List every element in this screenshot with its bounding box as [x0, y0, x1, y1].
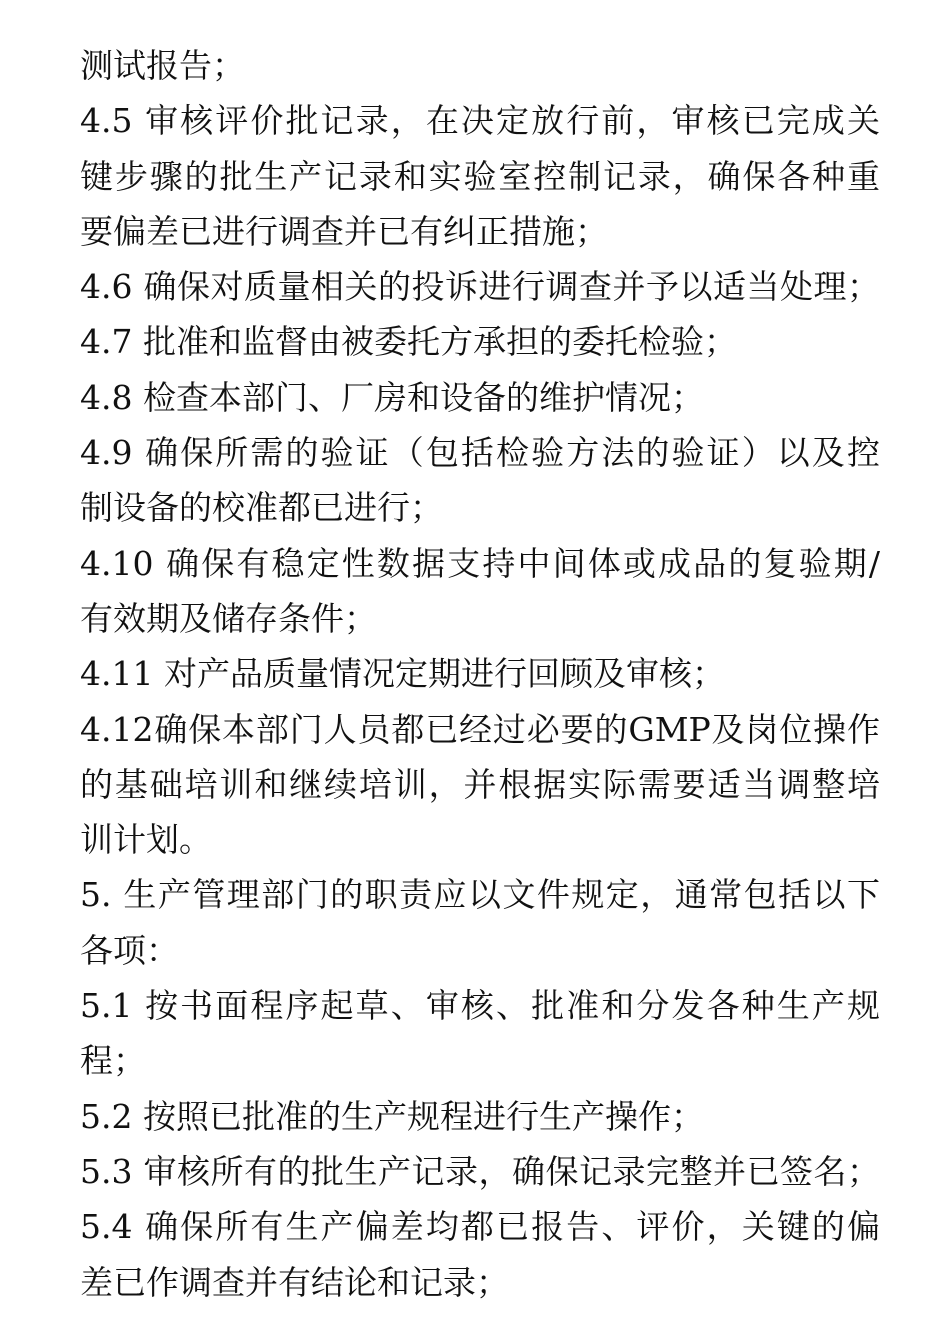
text-line: 键步骤的批生产记录和实验室控制记录，确保各种重 [80, 156, 880, 196]
text-line: 4.8 检查本部门、厂房和设备的维护情况； [80, 377, 704, 417]
text-line: 要偏差已进行调查并已有纠正措施； [80, 211, 608, 251]
text-line: 4.5 审核评价批记录，在决定放行前，审核已完成关 [80, 101, 880, 141]
text-line: 4.9 确保所需的验证（包括检验方法的验证）以及控 [80, 433, 880, 473]
text-line: 5.2 按照已批准的生产规程进行生产操作； [80, 1096, 704, 1136]
text-line: 训计划。 [80, 820, 212, 860]
text-line: 5.3 审核所有的批生产记录，确保记录完整并已签名； [80, 1151, 880, 1191]
document-body [80, 38, 880, 1310]
text-line: 有效期及储存条件； [80, 598, 377, 638]
text-line: 测试报告； [80, 46, 245, 85]
text-line: 4.6 确保对质量相关的投诉进行调查并予以适当处理； [80, 267, 880, 307]
text-line: 制设备的校准都已进行； [80, 488, 443, 528]
text-line: 4.11 对产品质量情况定期进行回顾及审核； [80, 654, 725, 694]
text-line: 5.1 按书面程序起草、审核、批准和分发各种生产规 [80, 986, 880, 1026]
text-line: 5. 生产管理部门的职责应以文件规定，通常包括以下 [80, 875, 880, 915]
text-line: 的基础培训和继续培训，并根据实际需要适当调整培 [80, 764, 880, 804]
text-line: 4.7 批准和监督由被委托方承担的委托检验； [80, 322, 737, 362]
text-line: 5.4 确保所有生产偏差均都已报告、评价，关键的偏 [80, 1207, 880, 1247]
text-line: 各项： [80, 930, 179, 970]
text-line: 差已作调查并有结论和记录； [80, 1262, 509, 1302]
text-line: 4.10 确保有稳定性数据支持中间体或成品的复验期/ [80, 543, 880, 583]
text-line: 4.12确保本部门人员都已经过必要的GMP及岗位操作 [80, 709, 880, 749]
text-line: 程； [80, 1041, 146, 1081]
